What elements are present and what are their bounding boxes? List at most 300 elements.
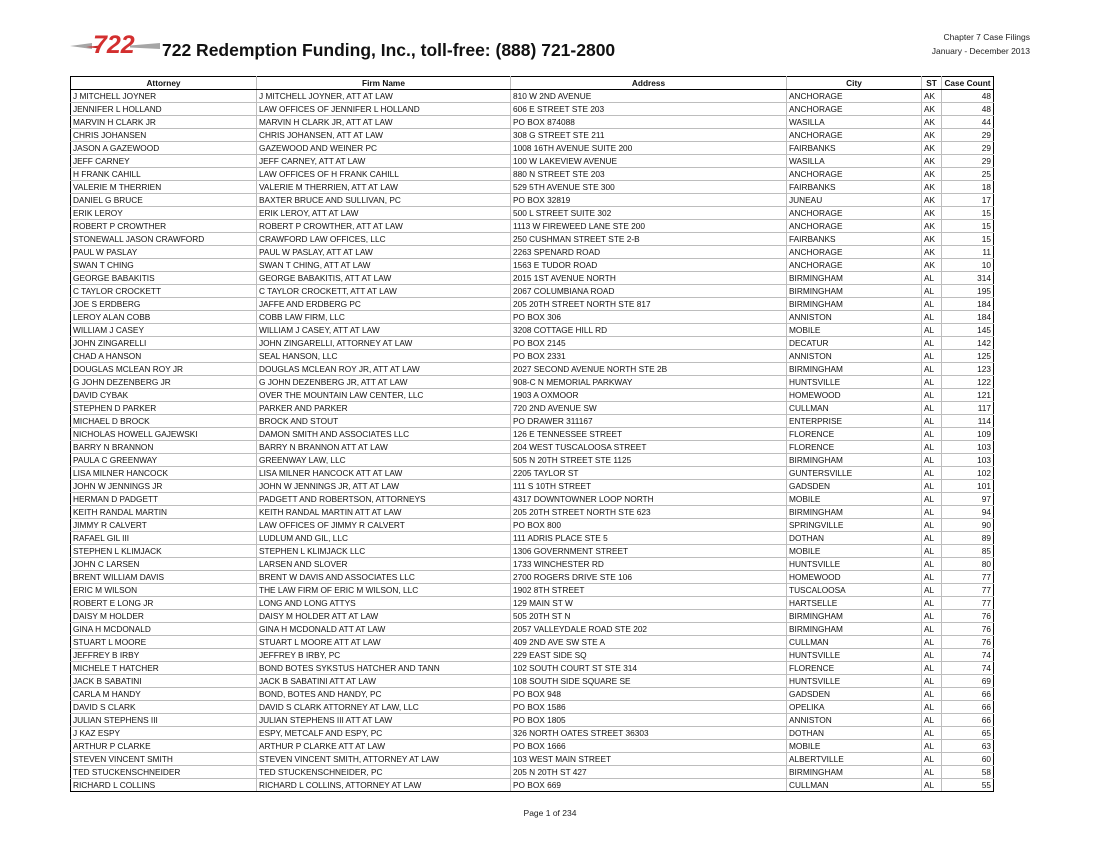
cell-firm-name: RICHARD L COLLINS, ATTORNEY AT LAW — [257, 779, 511, 792]
cell-city: GADSDEN — [787, 688, 922, 701]
table-row — [71, 233, 994, 246]
column-header-firm: Firm Name — [257, 77, 511, 90]
cell-state: AL — [922, 558, 942, 571]
cell-attorney: JOHN ZINGARELLI — [71, 337, 257, 350]
cell-city: MOBILE — [787, 324, 922, 337]
cell-state: AK — [922, 142, 942, 155]
cell-case-count: 76 — [942, 610, 994, 623]
cell-state: AL — [922, 688, 942, 701]
cell-city: DOTHAN — [787, 727, 922, 740]
column-header-attorney: Attorney — [71, 77, 257, 90]
cell-attorney: DAVID CYBAK — [71, 389, 257, 402]
cell-attorney: JACK B SABATINI — [71, 675, 257, 688]
cell-attorney: MICHELE T HATCHER — [71, 662, 257, 675]
cell-firm-name: JULIAN STEPHENS III ATT AT LAW — [257, 714, 511, 727]
brand-logo — [70, 32, 162, 60]
cell-state: AL — [922, 532, 942, 545]
page-title: 722 Redemption Funding, Inc., toll-free: (888) 721-2800 — [162, 40, 616, 60]
table-row — [71, 597, 994, 610]
cell-city: BIRMINGHAM — [787, 454, 922, 467]
table-row — [71, 90, 994, 103]
cell-state: AL — [922, 545, 942, 558]
cell-address: 1113 W FIREWEED LANE STE 200 — [511, 220, 787, 233]
cell-attorney: SWAN T CHING — [71, 259, 257, 272]
cell-firm-name: JEFFREY B IRBY, PC — [257, 649, 511, 662]
column-header-state: ST — [922, 77, 942, 90]
cell-address: PO BOX 32819 — [511, 194, 787, 207]
cell-state: AL — [922, 350, 942, 363]
table-row — [71, 337, 994, 350]
cell-case-count: 65 — [942, 727, 994, 740]
cell-case-count: 101 — [942, 480, 994, 493]
cell-city: MOBILE — [787, 493, 922, 506]
cell-address: 129 MAIN ST W — [511, 597, 787, 610]
cell-state: AL — [922, 649, 942, 662]
cell-address: 308 G STREET STE 211 — [511, 129, 787, 142]
cell-city: HOMEWOOD — [787, 571, 922, 584]
table-row — [71, 376, 994, 389]
cell-attorney: CARLA M HANDY — [71, 688, 257, 701]
cell-case-count: 29 — [942, 155, 994, 168]
cell-attorney: MICHAEL D BROCK — [71, 415, 257, 428]
cell-city: JUNEAU — [787, 194, 922, 207]
cell-attorney: STEVEN VINCENT SMITH — [71, 753, 257, 766]
cell-attorney: CHAD A HANSON — [71, 350, 257, 363]
cell-city: ANCHORAGE — [787, 207, 922, 220]
cell-attorney: PAULA C GREENWAY — [71, 454, 257, 467]
cell-city: TUSCALOOSA — [787, 584, 922, 597]
cell-firm-name: TED STUCKENSCHNEIDER, PC — [257, 766, 511, 779]
cell-attorney: LISA MILNER HANCOCK — [71, 467, 257, 480]
cell-case-count: 18 — [942, 181, 994, 194]
cell-city: ANCHORAGE — [787, 220, 922, 233]
cell-attorney: TED STUCKENSCHNEIDER — [71, 766, 257, 779]
cell-city: ANCHORAGE — [787, 90, 922, 103]
table-row — [71, 155, 994, 168]
cell-city: ANCHORAGE — [787, 259, 922, 272]
table-row — [71, 519, 994, 532]
cell-case-count: 184 — [942, 298, 994, 311]
cell-address: PO BOX 1666 — [511, 740, 787, 753]
cell-attorney: RAFAEL GIL III — [71, 532, 257, 545]
cell-state: AL — [922, 493, 942, 506]
table-row — [71, 207, 994, 220]
table-row — [71, 701, 994, 714]
cell-firm-name: PARKER AND PARKER — [257, 402, 511, 415]
cell-case-count: 11 — [942, 246, 994, 259]
cell-city: GUNTERSVILLE — [787, 467, 922, 480]
cell-case-count: 125 — [942, 350, 994, 363]
cell-state: AL — [922, 584, 942, 597]
cell-attorney: NICHOLAS HOWELL GAJEWSKI — [71, 428, 257, 441]
cell-case-count: 77 — [942, 571, 994, 584]
cell-state: AL — [922, 402, 942, 415]
cell-state: AL — [922, 740, 942, 753]
cell-city: MOBILE — [787, 740, 922, 753]
cell-firm-name: LAW OFFICES OF JIMMY R CALVERT — [257, 519, 511, 532]
cell-state: AK — [922, 129, 942, 142]
cell-city: ANCHORAGE — [787, 246, 922, 259]
cell-firm-name: GREENWAY LAW, LLC — [257, 454, 511, 467]
cell-attorney: STONEWALL JASON CRAWFORD — [71, 233, 257, 246]
cell-address: 1903 A OXMOOR — [511, 389, 787, 402]
cell-firm-name: LUDLUM AND GIL, LLC — [257, 532, 511, 545]
table-row — [71, 636, 994, 649]
cell-state: AL — [922, 766, 942, 779]
cell-case-count: 76 — [942, 636, 994, 649]
cell-address: 606 E STREET STE 203 — [511, 103, 787, 116]
column-header-case-count: Case Count — [942, 77, 994, 90]
cell-city: OPELIKA — [787, 701, 922, 714]
cell-city: BIRMINGHAM — [787, 623, 922, 636]
cell-address: PO BOX 306 — [511, 311, 787, 324]
cell-case-count: 74 — [942, 662, 994, 675]
table-row — [71, 467, 994, 480]
table-row — [71, 298, 994, 311]
cell-attorney: C TAYLOR CROCKETT — [71, 285, 257, 298]
cell-attorney: J MITCHELL JOYNER — [71, 90, 257, 103]
cell-case-count: 77 — [942, 584, 994, 597]
cell-state: AL — [922, 324, 942, 337]
cell-city: FAIRBANKS — [787, 142, 922, 155]
cell-attorney: GINA H MCDONALD — [71, 623, 257, 636]
cell-address: 1902 8TH STREET — [511, 584, 787, 597]
cell-attorney: JOHN W JENNINGS JR — [71, 480, 257, 493]
cell-case-count: 55 — [942, 779, 994, 792]
cell-state: AL — [922, 714, 942, 727]
cell-state: AL — [922, 454, 942, 467]
cell-city: BIRMINGHAM — [787, 285, 922, 298]
cell-attorney: JEFF CARNEY — [71, 155, 257, 168]
cell-attorney: G JOHN DEZENBERG JR — [71, 376, 257, 389]
cell-city: BIRMINGHAM — [787, 298, 922, 311]
cell-address: 4317 DOWNTOWNER LOOP NORTH — [511, 493, 787, 506]
cell-address: 1306 GOVERNMENT STREET — [511, 545, 787, 558]
cell-case-count: 103 — [942, 454, 994, 467]
cell-firm-name: VALERIE M THERRIEN, ATT AT LAW — [257, 181, 511, 194]
cell-case-count: 48 — [942, 103, 994, 116]
cell-firm-name: ROBERT P CROWTHER, ATT AT LAW — [257, 220, 511, 233]
table-row — [71, 441, 994, 454]
cell-firm-name: GINA H MCDONALD ATT AT LAW — [257, 623, 511, 636]
table-row — [71, 428, 994, 441]
cell-case-count: 74 — [942, 649, 994, 662]
cell-firm-name: MARVIN H CLARK JR, ATT AT LAW — [257, 116, 511, 129]
cell-state: AK — [922, 207, 942, 220]
cell-address: 2700 ROGERS DRIVE STE 106 — [511, 571, 787, 584]
cell-state: AK — [922, 155, 942, 168]
cell-case-count: 123 — [942, 363, 994, 376]
cell-firm-name: CRAWFORD LAW OFFICES, LLC — [257, 233, 511, 246]
table-row — [71, 506, 994, 519]
cell-address: 100 W LAKEVIEW AVENUE — [511, 155, 787, 168]
cell-state: AK — [922, 168, 942, 181]
cell-attorney: VALERIE M THERRIEN — [71, 181, 257, 194]
table-row — [71, 324, 994, 337]
cell-attorney: STEPHEN D PARKER — [71, 402, 257, 415]
cell-attorney: LEROY ALAN COBB — [71, 311, 257, 324]
cell-firm-name: STEVEN VINCENT SMITH, ATTORNEY AT LAW — [257, 753, 511, 766]
cell-firm-name: G JOHN DEZENBERG JR, ATT AT LAW — [257, 376, 511, 389]
cell-state: AL — [922, 753, 942, 766]
cell-city: CULLMAN — [787, 779, 922, 792]
cell-address: PO BOX 669 — [511, 779, 787, 792]
cell-city: HOMEWOOD — [787, 389, 922, 402]
cell-attorney: CHRIS JOHANSEN — [71, 129, 257, 142]
cell-city: ANNISTON — [787, 714, 922, 727]
cell-city: WASILLA — [787, 116, 922, 129]
cell-state: AK — [922, 259, 942, 272]
cell-attorney: ERIK LEROY — [71, 207, 257, 220]
cell-firm-name: LISA MILNER HANCOCK ATT AT LAW — [257, 467, 511, 480]
table-row — [71, 532, 994, 545]
table-row — [71, 363, 994, 376]
cell-case-count: 66 — [942, 701, 994, 714]
column-header-address: Address — [511, 77, 787, 90]
cell-case-count: 102 — [942, 467, 994, 480]
cell-city: ANCHORAGE — [787, 103, 922, 116]
cell-address: PO BOX 1586 — [511, 701, 787, 714]
table-row — [71, 246, 994, 259]
cell-attorney: HERMAN D PADGETT — [71, 493, 257, 506]
cell-attorney: DAVID S CLARK — [71, 701, 257, 714]
cell-state: AL — [922, 480, 942, 493]
table-row — [71, 545, 994, 558]
cell-attorney: PAUL W PASLAY — [71, 246, 257, 259]
cell-address: 409 2ND AVE SW STE A — [511, 636, 787, 649]
cell-case-count: 142 — [942, 337, 994, 350]
cell-attorney: ROBERT E LONG JR — [71, 597, 257, 610]
cell-address: 126 E TENNESSEE STREET — [511, 428, 787, 441]
cell-firm-name: DOUGLAS MCLEAN ROY JR, ATT AT LAW — [257, 363, 511, 376]
table-row — [71, 753, 994, 766]
table-row — [71, 662, 994, 675]
table-row — [71, 194, 994, 207]
cell-case-count: 25 — [942, 168, 994, 181]
cell-city: ALBERTVILLE — [787, 753, 922, 766]
table-row — [71, 480, 994, 493]
cell-case-count: 114 — [942, 415, 994, 428]
page-header — [0, 0, 1100, 70]
table-row — [71, 415, 994, 428]
cell-city: FLORENCE — [787, 441, 922, 454]
cell-address: 102 SOUTH COURT ST STE 314 — [511, 662, 787, 675]
cell-case-count: 314 — [942, 272, 994, 285]
cell-firm-name: JEFF CARNEY, ATT AT LAW — [257, 155, 511, 168]
cell-state: AL — [922, 311, 942, 324]
cell-city: FLORENCE — [787, 662, 922, 675]
table-row — [71, 311, 994, 324]
cell-case-count: 121 — [942, 389, 994, 402]
cell-case-count: 109 — [942, 428, 994, 441]
cell-state: AK — [922, 233, 942, 246]
cell-address: 1008 16TH AVENUE SUITE 200 — [511, 142, 787, 155]
cell-attorney: STUART L MOORE — [71, 636, 257, 649]
table-header-row — [71, 77, 994, 90]
cell-case-count: 66 — [942, 714, 994, 727]
cell-attorney: DAISY M HOLDER — [71, 610, 257, 623]
cell-state: AK — [922, 90, 942, 103]
case-filings-table — [70, 76, 994, 792]
cell-state: AK — [922, 116, 942, 129]
cell-firm-name: ESPY, METCALF AND ESPY, PC — [257, 727, 511, 740]
cell-state: AL — [922, 506, 942, 519]
cell-city: FAIRBANKS — [787, 181, 922, 194]
table-body — [71, 90, 994, 792]
cell-state: AL — [922, 415, 942, 428]
cell-attorney: BARRY N BRANNON — [71, 441, 257, 454]
cell-state: AL — [922, 376, 942, 389]
cell-firm-name: LAW OFFICES OF H FRANK CAHILL — [257, 168, 511, 181]
cell-attorney: WILLIAM J CASEY — [71, 324, 257, 337]
cell-case-count: 17 — [942, 194, 994, 207]
cell-state: AL — [922, 662, 942, 675]
cell-attorney: KEITH RANDAL MARTIN — [71, 506, 257, 519]
cell-city: BIRMINGHAM — [787, 506, 922, 519]
report-meta — [932, 30, 1030, 58]
table-row — [71, 402, 994, 415]
cell-address: PO BOX 2145 — [511, 337, 787, 350]
cell-address: 2263 SPENARD ROAD — [511, 246, 787, 259]
cell-firm-name: DAVID S CLARK ATTORNEY AT LAW, LLC — [257, 701, 511, 714]
cell-firm-name: GEORGE BABAKITIS, ATT AT LAW — [257, 272, 511, 285]
cell-firm-name: JAFFE AND ERDBERG PC — [257, 298, 511, 311]
cell-attorney: ROBERT P CROWTHER — [71, 220, 257, 233]
cell-case-count: 29 — [942, 142, 994, 155]
cell-case-count: 117 — [942, 402, 994, 415]
cell-case-count: 89 — [942, 532, 994, 545]
cell-firm-name: STEPHEN L KLIMJACK LLC — [257, 545, 511, 558]
table-row — [71, 350, 994, 363]
cell-address: 880 N STREET STE 203 — [511, 168, 787, 181]
cell-address: PO BOX 1805 — [511, 714, 787, 727]
cell-address: PO BOX 874088 — [511, 116, 787, 129]
table-row — [71, 766, 994, 779]
cell-address: 108 SOUTH SIDE SQUARE SE — [511, 675, 787, 688]
cell-state: AL — [922, 337, 942, 350]
cell-city: ANCHORAGE — [787, 129, 922, 142]
cell-city: ANNISTON — [787, 311, 922, 324]
cell-case-count: 90 — [942, 519, 994, 532]
table-row — [71, 688, 994, 701]
cell-address: 3208 COTTAGE HILL RD — [511, 324, 787, 337]
cell-firm-name: DAISY M HOLDER ATT AT LAW — [257, 610, 511, 623]
cell-firm-name: JOHN ZINGARELLI, ATTORNEY AT LAW — [257, 337, 511, 350]
cell-state: AL — [922, 597, 942, 610]
cell-attorney: J KAZ ESPY — [71, 727, 257, 740]
cell-attorney: H FRANK CAHILL — [71, 168, 257, 181]
table-row — [71, 623, 994, 636]
table-row — [71, 259, 994, 272]
cell-city: HUNTSVILLE — [787, 376, 922, 389]
cell-city: ENTERPRISE — [787, 415, 922, 428]
cell-city: ANCHORAGE — [787, 168, 922, 181]
table-row — [71, 454, 994, 467]
cell-case-count: 77 — [942, 597, 994, 610]
cell-case-count: 69 — [942, 675, 994, 688]
cell-firm-name: DAMON SMITH AND ASSOCIATES LLC — [257, 428, 511, 441]
table-row — [71, 571, 994, 584]
cell-address: 500 L STREET SUITE 302 — [511, 207, 787, 220]
cell-address: 720 2ND AVENUE SW — [511, 402, 787, 415]
cell-state: AK — [922, 246, 942, 259]
table-row — [71, 740, 994, 753]
cell-state: AL — [922, 298, 942, 311]
cell-state: AL — [922, 519, 942, 532]
page-footer — [0, 808, 1100, 818]
cell-state: AK — [922, 194, 942, 207]
cell-city: CULLMAN — [787, 402, 922, 415]
cell-firm-name: PAUL W PASLAY, ATT AT LAW — [257, 246, 511, 259]
cell-case-count: 195 — [942, 285, 994, 298]
cell-case-count: 184 — [942, 311, 994, 324]
cell-state: AL — [922, 636, 942, 649]
cell-state: AL — [922, 779, 942, 792]
cell-city: WASILLA — [787, 155, 922, 168]
cell-city: MOBILE — [787, 545, 922, 558]
cell-firm-name: BAXTER BRUCE AND SULLIVAN, PC — [257, 194, 511, 207]
page-number: Page 1 of 234 — [523, 808, 577, 818]
cell-firm-name: JACK B SABATINI ATT AT LAW — [257, 675, 511, 688]
table-row — [71, 142, 994, 155]
cell-attorney: JASON A GAZEWOOD — [71, 142, 257, 155]
cell-firm-name: LONG AND LONG ATTYS — [257, 597, 511, 610]
cell-address: 1563 E TUDOR ROAD — [511, 259, 787, 272]
table-row — [71, 649, 994, 662]
cell-case-count: 15 — [942, 220, 994, 233]
cell-case-count: 122 — [942, 376, 994, 389]
cell-address: 111 ADRIS PLACE STE 5 — [511, 532, 787, 545]
cell-state: AK — [922, 220, 942, 233]
cell-address: 2027 SECOND AVENUE NORTH STE 2B — [511, 363, 787, 376]
cell-state: AL — [922, 389, 942, 402]
cell-firm-name: ERIK LEROY, ATT AT LAW — [257, 207, 511, 220]
cell-case-count: 76 — [942, 623, 994, 636]
cell-firm-name: THE LAW FIRM OF ERIC M WILSON, LLC — [257, 584, 511, 597]
cell-firm-name: WILLIAM J CASEY, ATT AT LAW — [257, 324, 511, 337]
cell-case-count: 48 — [942, 90, 994, 103]
cell-city: BIRMINGHAM — [787, 610, 922, 623]
table-row — [71, 220, 994, 233]
table-row — [71, 727, 994, 740]
table-row — [71, 389, 994, 402]
cell-case-count: 97 — [942, 493, 994, 506]
cell-attorney: RICHARD L COLLINS — [71, 779, 257, 792]
cell-address: 2067 COLUMBIANA ROAD — [511, 285, 787, 298]
table-row — [71, 714, 994, 727]
cell-city: CULLMAN — [787, 636, 922, 649]
cell-state: AL — [922, 675, 942, 688]
cell-firm-name: BOND, BOTES AND HANDY, PC — [257, 688, 511, 701]
cell-case-count: 60 — [942, 753, 994, 766]
table-row — [71, 168, 994, 181]
cell-attorney: JENNIFER L HOLLAND — [71, 103, 257, 116]
cell-state: AL — [922, 610, 942, 623]
cell-address: 810 W 2ND AVENUE — [511, 90, 787, 103]
table-row — [71, 129, 994, 142]
table-row — [71, 675, 994, 688]
cell-firm-name: LAW OFFICES OF JENNIFER L HOLLAND — [257, 103, 511, 116]
cell-attorney: DOUGLAS MCLEAN ROY JR — [71, 363, 257, 376]
cell-state: AL — [922, 701, 942, 714]
cell-firm-name: OVER THE MOUNTAIN LAW CENTER, LLC — [257, 389, 511, 402]
cell-case-count: 103 — [942, 441, 994, 454]
cell-attorney: JOHN C LARSEN — [71, 558, 257, 571]
cell-state: AL — [922, 623, 942, 636]
cell-case-count: 10 — [942, 259, 994, 272]
cell-firm-name: KEITH RANDAL MARTIN ATT AT LAW — [257, 506, 511, 519]
cell-city: HUNTSVILLE — [787, 675, 922, 688]
